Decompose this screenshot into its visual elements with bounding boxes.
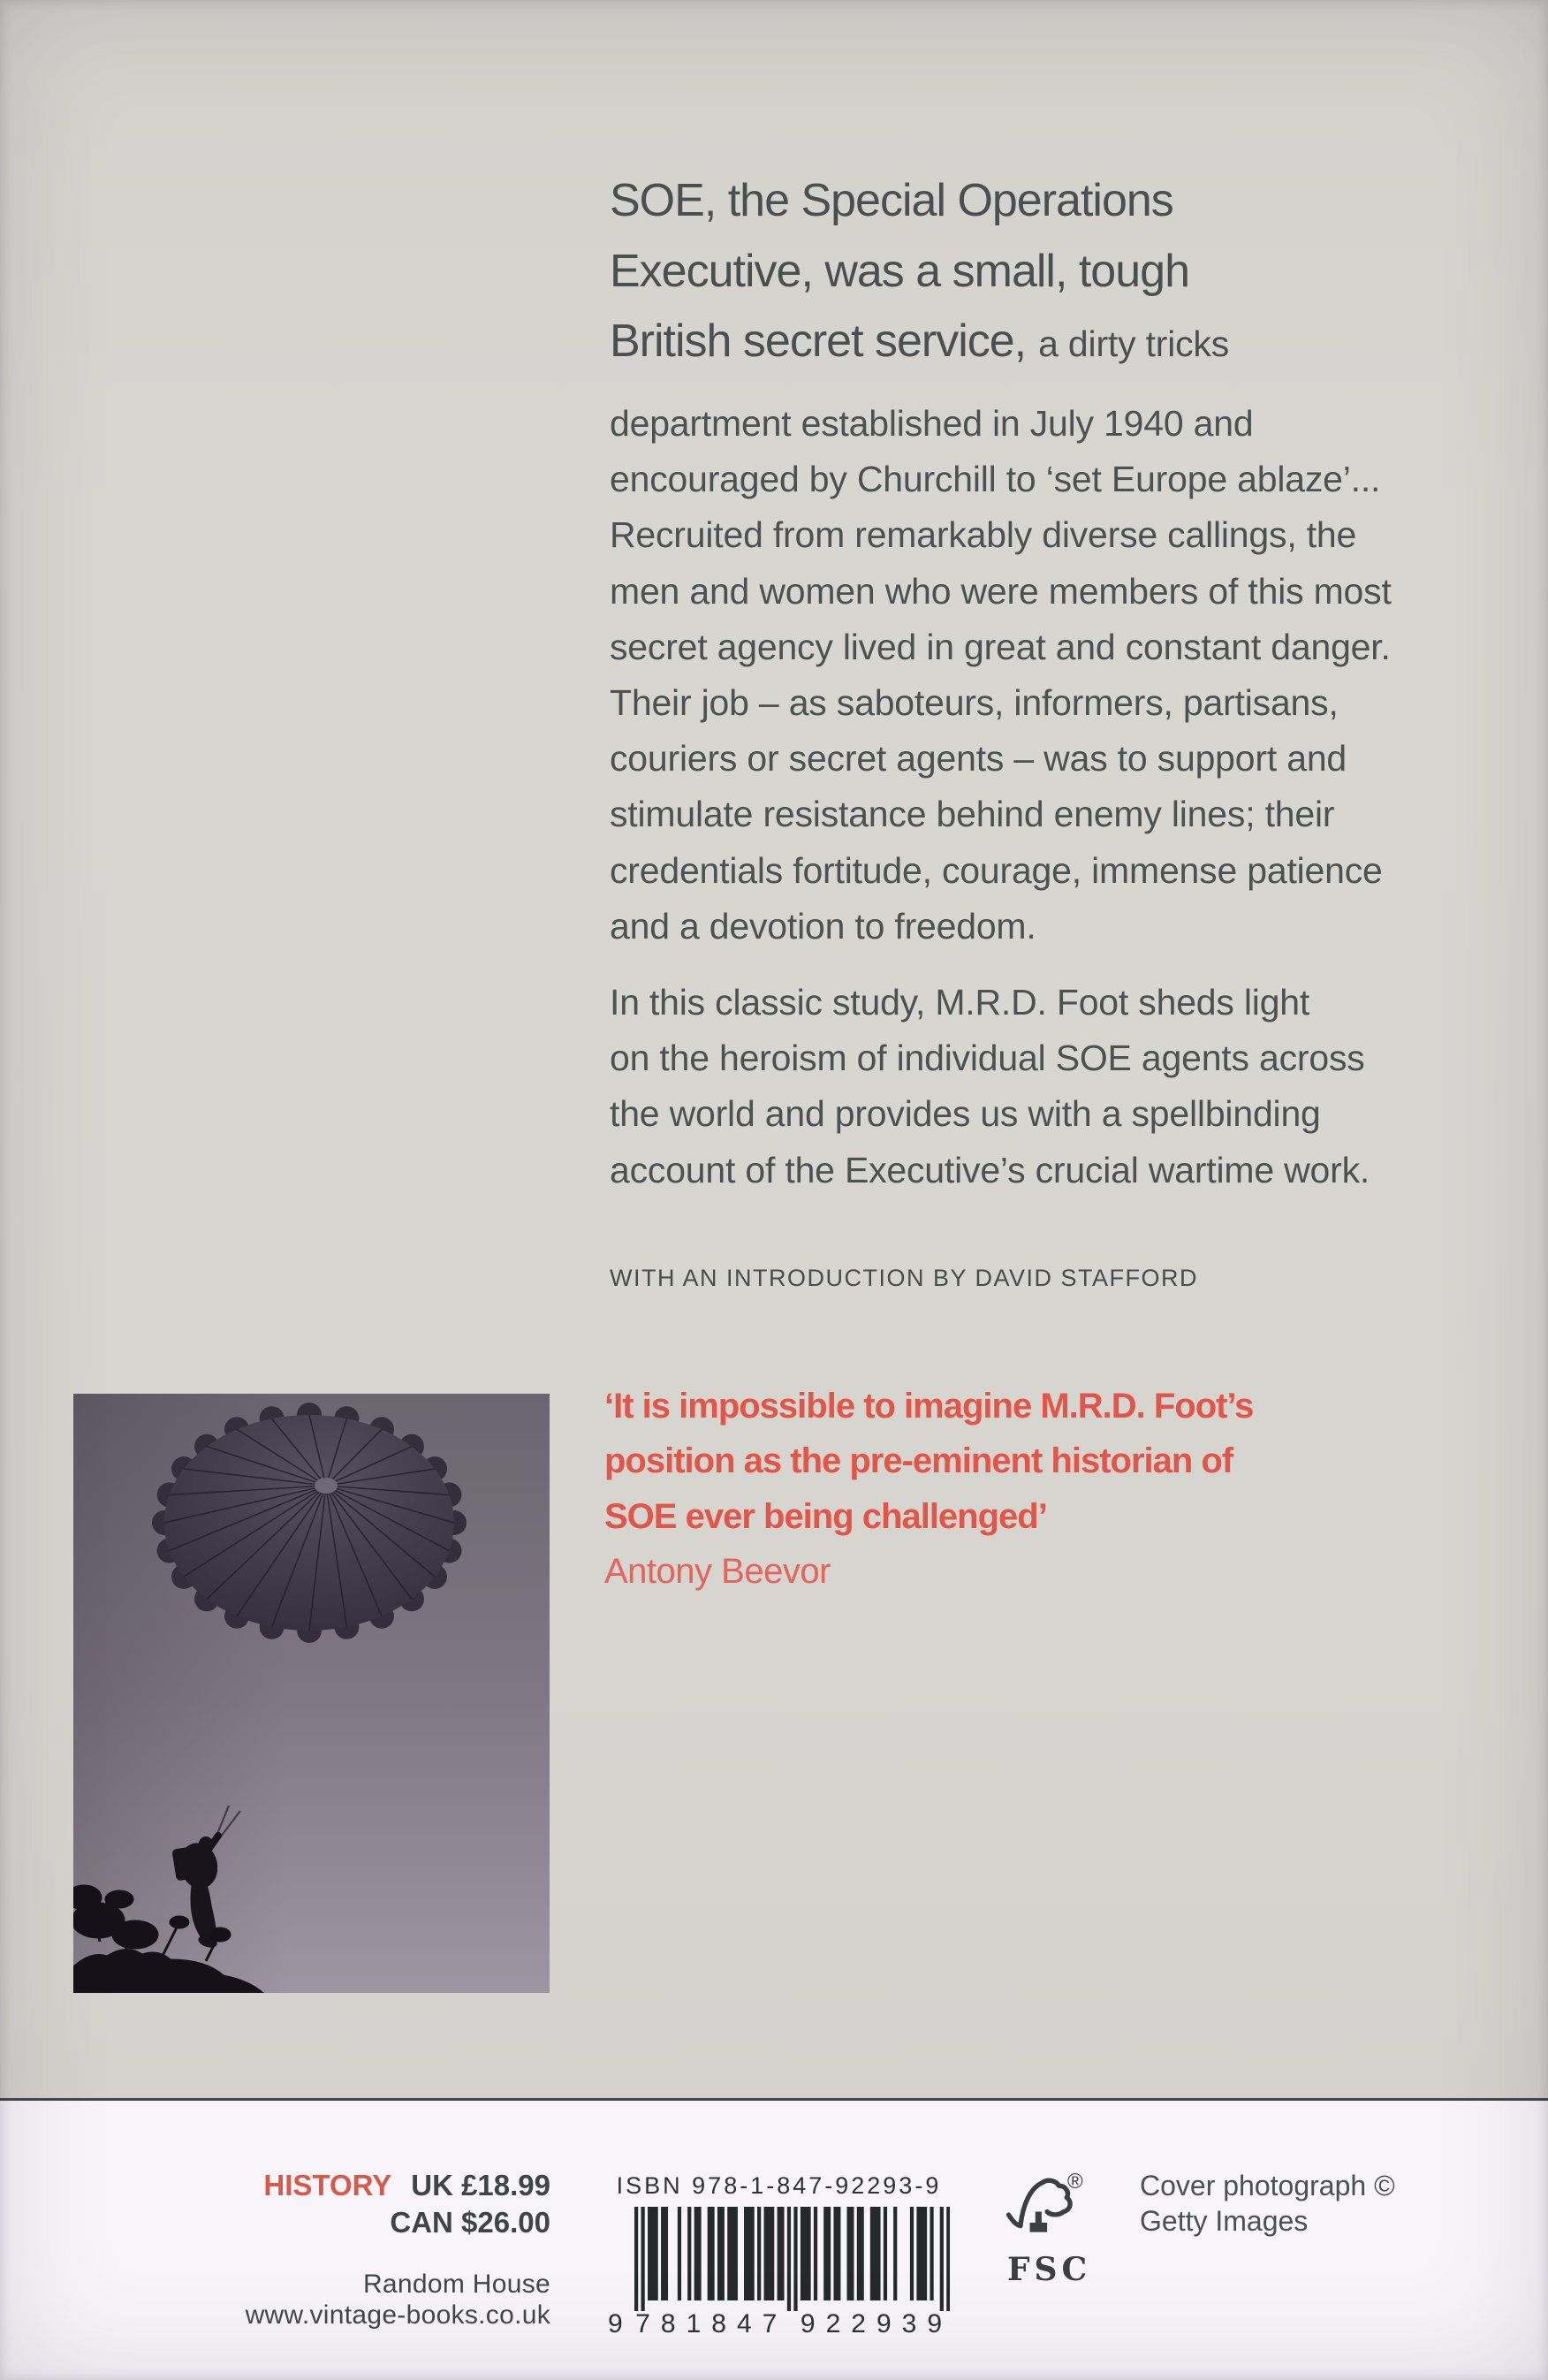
fsc-label: FSC xyxy=(1007,2251,1092,2288)
review-quote xyxy=(604,1379,1253,1599)
barcode-digit-left: 9 xyxy=(608,2309,623,2338)
credit-line: Cover photograph © xyxy=(1140,2170,1395,2201)
review-quote-line: SOE ever being challenged’ xyxy=(604,1496,1047,1536)
review-quote-line: ‘It is impossible to imagine M.R.D. Foot’s xyxy=(604,1387,1254,1426)
blurb-line: secret agency lived in great and constant danger. xyxy=(610,626,1391,667)
price-block xyxy=(159,2167,550,2241)
blurb-paragraph-1 xyxy=(610,396,1392,954)
blurb-line: and a devotion to freedom. xyxy=(610,905,1036,947)
blurb-line: In this classic study, M.R.D. Foot sheds light xyxy=(610,982,1310,1023)
blurb-line: stimulate resistance behind enemy lines; their xyxy=(610,794,1335,835)
blurb-lead-line: SOE, the Special Operations xyxy=(610,175,1173,226)
registered-trademark-icon: ® xyxy=(1067,2170,1083,2194)
publisher-block xyxy=(159,2269,550,2331)
parachute-canopy-icon xyxy=(152,1403,467,1643)
fsc-logo xyxy=(1005,2170,1112,2302)
blurb-lead-line-large: British secret service, xyxy=(610,316,1027,367)
blurb-line: on the heroism of individual SOE agents across xyxy=(610,1038,1365,1079)
review-quote-attribution: Antony Beevor xyxy=(604,1551,831,1591)
blurb-lead xyxy=(610,166,1229,380)
blurb-line: department established in July 1940 and xyxy=(610,403,1254,444)
fsc-tree-icon xyxy=(1005,2170,1076,2247)
review-quote-line: position as the pre-eminent historian of xyxy=(604,1441,1233,1481)
blurb-line: Recruited from remarkably diverse callings, the xyxy=(610,514,1357,556)
isbn-label: ISBN 978-1-847-92293-9 xyxy=(616,2172,942,2199)
blurb-line: men and women who were members of this most xyxy=(610,570,1392,612)
publisher-website: www.vintage-books.co.uk xyxy=(245,2300,550,2330)
blurb-lead-line-small: a dirty tricks xyxy=(1038,323,1230,364)
ean13-barcode xyxy=(634,2207,950,2311)
category-label: HISTORY xyxy=(263,2169,392,2201)
blurb-line: account of the Executive’s crucial wartime work. xyxy=(610,1149,1370,1190)
blurb-lead-line: Executive, was a small, tough xyxy=(610,245,1189,297)
blurb-line: couriers or secret agents – was to support and xyxy=(610,738,1347,779)
price-uk: UK £18.99 xyxy=(411,2169,550,2201)
barcode-digits xyxy=(608,2309,952,2339)
cover-photo-credit xyxy=(1140,2168,1395,2239)
price-line xyxy=(159,2167,550,2204)
blurb-paragraph-2 xyxy=(610,975,1370,1198)
blurb-line: encouraged by Churchill to ‘set Europe ablaze’... xyxy=(610,459,1381,500)
blurb-line: Their job – as saboteurs, informers, partisans, xyxy=(610,682,1339,724)
blurb-line: credentials fortitude, courage, immense patience xyxy=(610,849,1383,891)
blurb-lead-line xyxy=(610,307,1229,380)
barcode-digit-group: 922939 xyxy=(800,2309,952,2338)
introduction-credit: WITH AN INTRODUCTION BY DAVID STAFFORD xyxy=(610,1265,1199,1291)
parachutist-photo xyxy=(73,1394,550,1993)
blurb-line: the world and provides us with a spellbinding xyxy=(610,1093,1321,1135)
price-can: CAN $26.00 xyxy=(390,2206,550,2239)
credit-line: Getty Images xyxy=(1140,2205,1309,2237)
publisher-name: Random House xyxy=(362,2270,550,2299)
barcode-digit-group: 781847 xyxy=(635,2309,788,2338)
